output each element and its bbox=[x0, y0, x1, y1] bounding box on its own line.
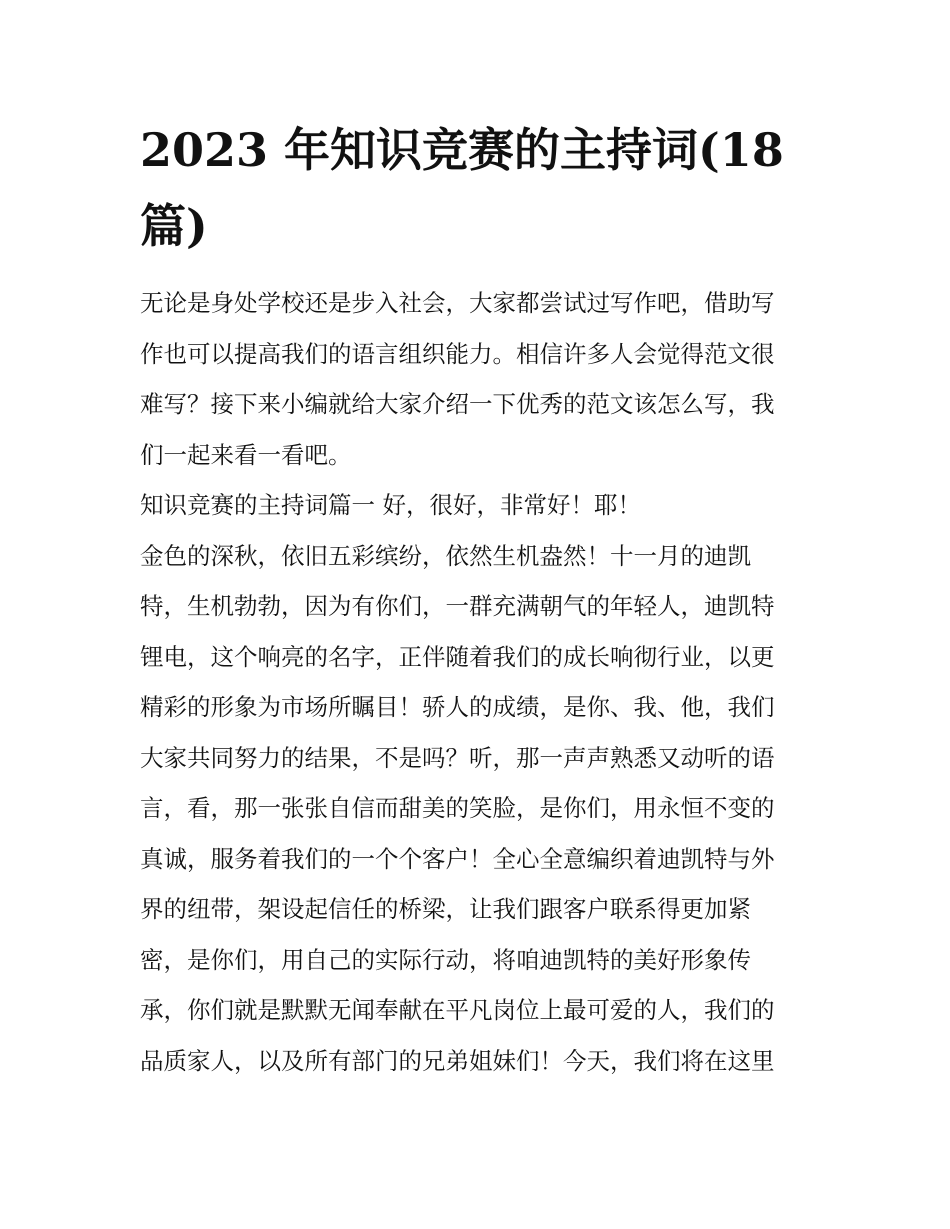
title-line-1: 2023 年知识竞赛的主持词(18 bbox=[140, 123, 784, 177]
body-line: 言，看，那一张张自信而甜美的笑脸，是你们，用永恒不变的 bbox=[140, 794, 775, 822]
section-heading-line: 知识竞赛的主持词篇一 好，很好，非常好！耶！ bbox=[140, 491, 641, 519]
body-line: 大家共同努力的结果，不是吗？听，那一声声熟悉又动听的语 bbox=[140, 743, 775, 772]
body-line: 精彩的形象为市场所瞩目！骄人的成绩，是你、我、他，我们 bbox=[140, 693, 775, 721]
document-title bbox=[140, 112, 812, 264]
body-line: 们一起来看一看吧。 bbox=[140, 440, 352, 469]
document-page bbox=[140, 112, 812, 1086]
body-line: 界的纽带，架设起信任的桥梁，让我们跟客户联系得更加紧 bbox=[140, 895, 751, 923]
title-line-2: 篇) bbox=[140, 199, 208, 253]
document-body bbox=[140, 278, 812, 1086]
body-line: 金色的深秋，依旧五彩缤纷，依然生机盎然！十一月的迪凯 bbox=[140, 541, 751, 570]
body-line: 难写？接下来小编就给大家介绍一下优秀的范文该怎么写，我 bbox=[140, 390, 775, 418]
body-line: 承，你们就是默默无闻奉献在平凡岗位上最可爱的人，我们的 bbox=[140, 996, 775, 1024]
body-line: 特，生机勃勃，因为有你们，一群充满朝气的年轻人，迪凯特 bbox=[140, 592, 775, 620]
body-line: 无论是身处学校还是步入社会，大家都尝试过写作吧，借助写 bbox=[140, 289, 775, 317]
body-line: 真诚，服务着我们的一个个客户！全心全意编织着迪凯特与外 bbox=[140, 844, 775, 873]
body-line: 作也可以提高我们的语言组织能力。相信许多人会觉得范文很 bbox=[140, 339, 775, 368]
body-line: 密，是你们，用自己的实际行动，将咱迪凯特的美好形象传 bbox=[140, 945, 751, 974]
body-line: 品质家人，以及所有部门的兄弟姐妹们！今天，我们将在这里 bbox=[140, 1046, 775, 1075]
body-line: 锂电，这个响亮的名字，正伴随着我们的成长响彻行业，以更 bbox=[140, 642, 775, 671]
